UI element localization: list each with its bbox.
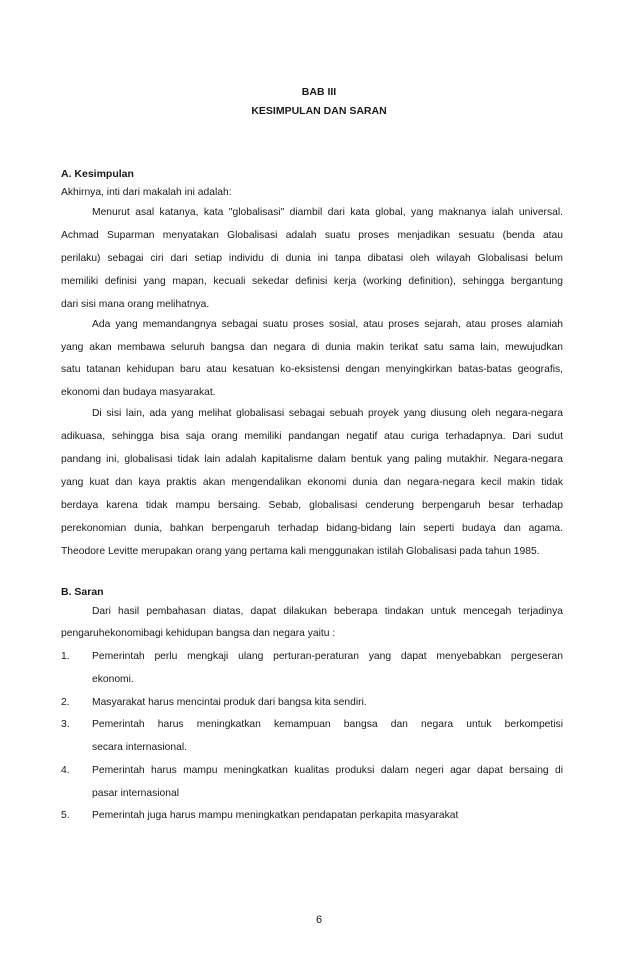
saran-intro-line-1: Dari hasil pembahasan diatas, dapat dilakukan beberapa tindakan untuk mencegah terjadinya xyxy=(92,606,563,617)
para3-line-4: yang kuat dan kaya praktis akan mengendalikan ekonomi dunia dan negara-negara kecil makin tidak xyxy=(61,477,563,488)
para2-line-1: Ada yang memandangnya sebagai suatu proses sosial, atau proses sejarah, atau proses alamiah xyxy=(92,319,563,330)
list-item-4-line-2: pasar internasional xyxy=(92,788,180,799)
para2-line-3: satu tatanan kehidupan baru atau kesatuan ko-eksistensi dengan menyingkirkan batas-batas geografis, xyxy=(61,364,563,375)
list-item-3-line-2: secara internasional. xyxy=(92,742,188,753)
list-item-1-line-2: ekonomi. xyxy=(92,674,134,685)
list-item-number: 2. xyxy=(61,697,70,708)
section-a-heading: A. Kesimpulan xyxy=(61,168,134,180)
para1-line-3: perilaku) sebagai ciri dari setiap individu di dunia ini tanpa dibatasi oleh wilayah Globalisasi belum xyxy=(61,253,563,264)
list-item-3-line-1: Pemerintah harus meningkatkan kemampuan bangsa dan negara untuk berkompetisi xyxy=(92,719,563,730)
list-item-number: 5. xyxy=(61,810,70,821)
saran-intro-line-2: pengaruhekonomibagi kehidupan bangsa dan negara yaitu : xyxy=(61,628,336,639)
section-b-heading: B. Saran xyxy=(61,586,104,598)
para1-line-2: Achmad Suparman menyatakan Globalisasi adalah suatu proses menjadikan sesuatu (benda atau xyxy=(61,230,563,241)
list-item-number: 3. xyxy=(61,719,70,730)
para3-line-7: Theodore Levitte merupakan orang yang pertama kali menggunakan istilah Globalisasi pada tahun 1985. xyxy=(61,546,540,557)
list-item-2-line-1: Masyarakat harus mencintai produk dari bangsa kita sendiri. xyxy=(92,697,367,708)
para3-line-2: adikuasa, sehingga bisa saja orang memiliki pandangan negatif atau curiga terhadapnya. Dari sudut xyxy=(61,431,563,442)
list-item-5-line-1: Pemerintah juga harus mampu meningkatkan pendapatan perkapita masyarakat xyxy=(92,810,459,821)
para3-line-5: berdaya karena tidak mampu bersaing. Sebab, globalisasi cenderung berpengaruh besar terhadap xyxy=(61,500,563,511)
para3-line-1: Di sisi lain, ada yang melihat globalisasi sebagai sebuah proyek yang diusung oleh negara-negara xyxy=(92,408,563,419)
para1-line-5: dari sisi mana orang melihatnya. xyxy=(61,299,210,310)
intro-line: Akhirnya, inti dari makalah ini adalah: xyxy=(61,187,232,198)
para1-line-1: Menurut asal katanya, kata "globalisasi" diambil dari kata global, yang maknanya ialah universal. xyxy=(92,207,563,218)
chapter-label: BAB III xyxy=(301,86,337,98)
para3-line-3: pandang ini, globalisasi tidak lain adalah kapitalisme dalam bentuk yang paling mutakhir. Negara-negara xyxy=(61,454,563,465)
para3-line-6: perekonomian dunia, bahkan berpengaruh terhadap bidang-bidang lain seperti budaya dan agama. xyxy=(61,523,563,534)
para1-line-4: memiliki definisi yang mapan, kecuali sekedar definisi kerja (working definition), sehingga bergantung xyxy=(61,276,563,287)
para2-line-4: ekonomi dan budaya masyarakat. xyxy=(61,387,216,398)
chapter-title: KESIMPULAN DAN SARAN xyxy=(251,105,387,117)
para2-line-2: yang akan membawa seluruh bangsa dan negara di dunia makin terikat satu sama lain, mewujudkan xyxy=(61,342,563,353)
list-item-number: 1. xyxy=(61,651,70,662)
list-item-4-line-1: Pemerintah harus mampu meningkatkan kualitas produksi dalam negeri agar dapat bersaing di xyxy=(92,765,563,776)
page-number: 6 xyxy=(315,914,323,926)
list-item-number: 4. xyxy=(61,765,70,776)
list-item-1-line-1: Pemerintah perlu mengkaji ulang perturan-peraturan yang dapat menyebabkan pergeseran xyxy=(92,651,563,662)
